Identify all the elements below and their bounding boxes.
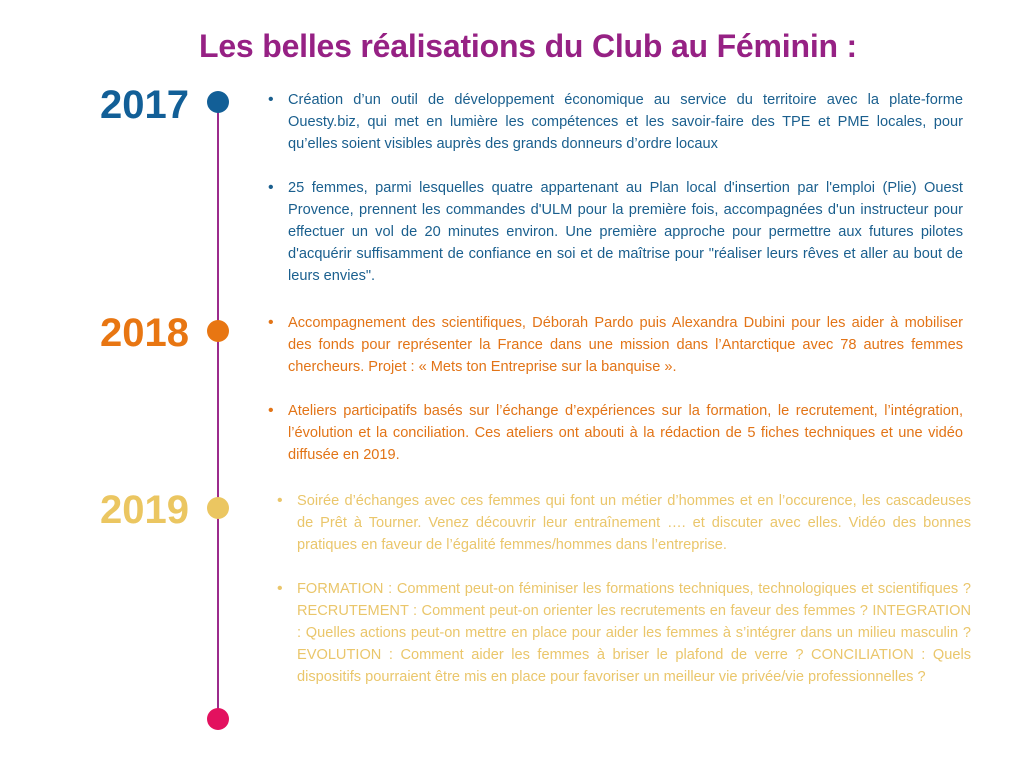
achievements-list-2019 bbox=[277, 490, 971, 688]
achievements-list-2017 bbox=[268, 89, 963, 287]
page-title: Les belles réalisations du Club au Féminin : bbox=[198, 28, 857, 64]
timeline-line bbox=[217, 102, 219, 718]
achievement-item: • Soirée d’échanges avec ces femmes qui font un métier d’hommes et en l’occurence, les cascadeuses de Prêt à Tourner. Venez découvrir leur entraînement …. et discuter avec elles. Vidéo des bonnes pratiques en faveur de l’égalité femmes/hommes dans l’entreprise. bbox=[277, 490, 971, 556]
achievement-item: • Accompagnement des scientifiques, Déborah Pardo puis Alexandra Dubini pour les aider à mobiliser des fonds pour représenter la France dans une mission dans l’Antarctique avec 78 autres femmes chercheurs. Projet : « Mets ton Entreprise sur la banquise ». bbox=[268, 312, 963, 378]
achievement-item: • FORMATION : Comment peut-on féminiser les formations techniques, technologiques et scientifiques ? RECRUTEMENT : Comment peut-on orienter les recrutements en faveur des femmes ? INTEGRATION : Quelles actions peut-on mettre en place pour aider les femmes à s’intégrer dans un milieu masculin ? EVOLUTION : Comment aider les femmes à briser le plafond de verre ? CONCILIATION : Quels dispositifs pourraient être mis en place pour favoriser un meilleur vie privée/vie professionnelles ? bbox=[277, 578, 971, 688]
achievements-list-2018 bbox=[268, 312, 963, 466]
timeline-dot-2019 bbox=[207, 497, 229, 519]
timeline-dot-2018 bbox=[207, 320, 229, 342]
achievement-item: • Ateliers participatifs basés sur l’échange d’expériences sur la formation, le recrutement, l’intégration, l’évolution et la conciliation. Ces ateliers ont abouti à la rédaction de 5 fiches techniques et une vidéo diffusée en 2019. bbox=[268, 400, 963, 466]
timeline-dot-2017 bbox=[207, 91, 229, 113]
year-label-2017: 2017 bbox=[100, 83, 189, 127]
year-label-2019: 2019 bbox=[100, 488, 189, 532]
achievement-item: • Création d’un outil de développement économique au service du territoire avec la plate-forme Ouesty.biz, qui met en lumière les compétences et les savoir-faire des TPE et PME locales, pour qu’elles soient visibles auprès des grands donneurs d’ordre locaux bbox=[268, 89, 963, 155]
year-label-2018: 2018 bbox=[100, 311, 189, 355]
timeline-end-dot bbox=[207, 708, 229, 730]
achievement-item: • 25 femmes, parmi lesquelles quatre appartenant au Plan local d'insertion par l'emploi (Plie) Ouest Provence, prennent les commandes d'ULM pour la première fois, accompagnées d'un instructeur pour effectuer un vol de 20 minutes environ. Une première approche pour permettre aux futures pilotes d'acquérir suffisamment de confiance en soi et de maîtrise pour "réaliser leurs rêves et aller au bout de leurs envies". bbox=[268, 177, 963, 287]
